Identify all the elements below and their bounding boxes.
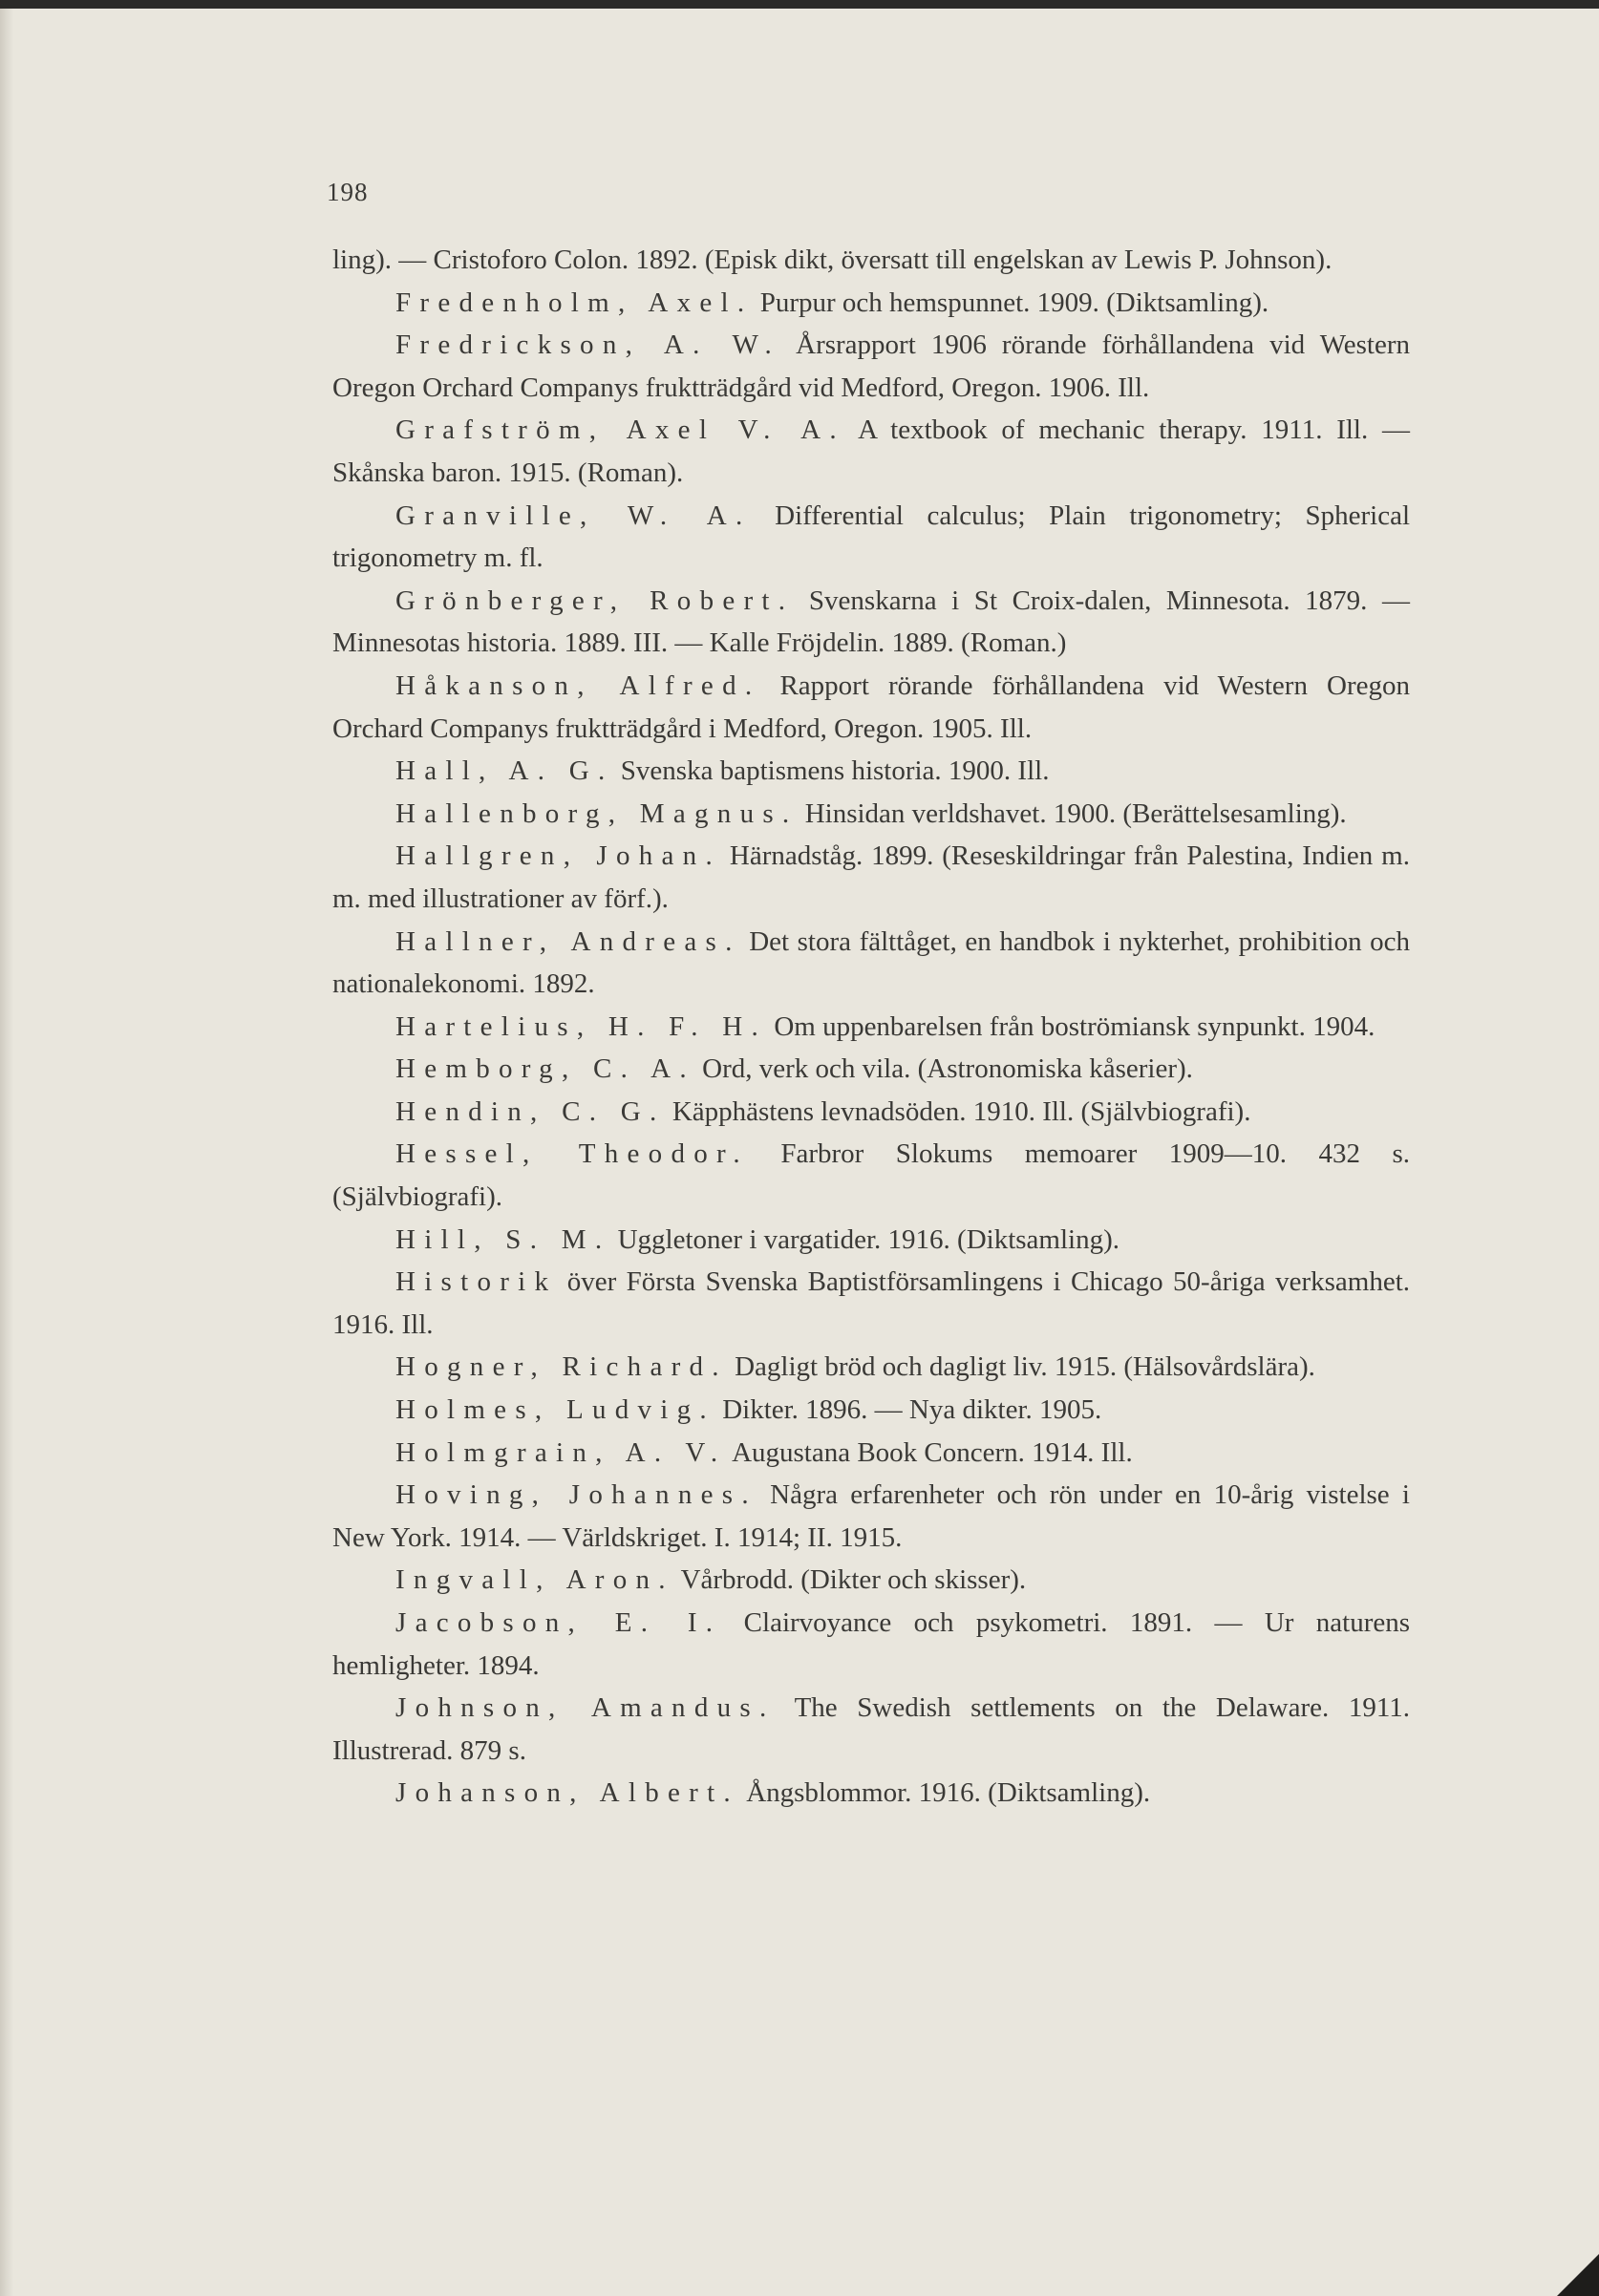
- page-number: 198: [327, 178, 369, 206]
- entry-author: Holmes, Ludvig.: [395, 1394, 715, 1426]
- bibliography-entry: [332, 282, 1410, 325]
- entry-author: Hallner, Andreas.: [395, 925, 741, 957]
- bibliography-entry: [332, 1389, 1410, 1432]
- entry-text: Ord, verk och vila. (Astronomiska kåserier).: [702, 1053, 1193, 1085]
- entry-author: Hallenborg, Magnus.: [395, 797, 799, 829]
- scan-top-border: [0, 0, 1599, 9]
- entry-text: Dagligt bröd och dagligt liv. 1915. (Hälsovårdslära).: [735, 1351, 1315, 1383]
- entry-text: Rapport rörande förhållandena vid Western Oregon Orchard Companys fruktträdgård i Medford, Oregon. 1905. Ill.: [332, 670, 1411, 744]
- bibliography-entry: [332, 793, 1410, 836]
- entry-text: Årsrapport 1906 rörande förhållandena vid Western Oregon Orchard Companys fruktträdgård vid Medford, Oregon. 1906. Ill.: [332, 330, 1410, 403]
- bibliography-entry: [332, 1219, 1410, 1262]
- entry-author: Holmgrain, A. V.: [395, 1436, 727, 1468]
- entry-text: Vårbrodd. (Dikter och skisser).: [680, 1564, 1027, 1596]
- entry-author: Granville, W. A.: [395, 500, 752, 531]
- bibliography-entry: [332, 1091, 1410, 1134]
- bibliography-entry: [332, 665, 1410, 750]
- entry-author: Grönberger, Robert.: [395, 585, 795, 616]
- entry-text: Några erfarenheter och rön under en 10-årig vistelse i New York. 1914. — Världskriget. I. 1914; II. 1915.: [332, 1479, 1410, 1553]
- entry-text: Svenska baptismens historia. 1900. Ill.: [620, 755, 1050, 787]
- entry-text: ling). — Cristoforo Colon. 1892. (Episk dikt, översatt till engelskan av Lewis P. Johnson).: [332, 244, 1332, 275]
- entry-author: Fredrickson, A. W.: [395, 330, 781, 361]
- entry-text: Differential calculus; Plain trigonometry; Spherical trigonometry m. fl.: [332, 500, 1411, 574]
- entry-author: Håkanson, Alfred.: [395, 670, 761, 701]
- scan-corner-mark: [1557, 2254, 1599, 2296]
- entry-text: A textbook of mechanic therapy. 1911. Ill. — Skånska baron. 1915. (Roman).: [332, 415, 1411, 488]
- bibliography-entry: [332, 1687, 1410, 1772]
- bibliography-entry: [332, 1602, 1410, 1687]
- bibliography-entry: [332, 835, 1410, 920]
- bibliography-entry: [332, 1772, 1410, 1815]
- entry-author: Hall, A. G.: [395, 755, 614, 787]
- entry-text: Käpphästens levnadsöden. 1910. Ill. (Självbiografi).: [672, 1095, 1251, 1127]
- entry-text: Ångsblommor. 1916. (Diktsamling).: [746, 1777, 1151, 1809]
- entry-author: Johnson, Amandus.: [395, 1692, 776, 1724]
- entry-author: Hill, S. M.: [395, 1223, 611, 1255]
- entry-author: Ingvall, Aron.: [395, 1564, 674, 1596]
- entry-author: Hessel, Theodor.: [395, 1138, 749, 1170]
- entry-text: Uggletoner i vargatider. 1916. (Diktsamling).: [617, 1223, 1119, 1255]
- bibliography-entry: [332, 495, 1410, 580]
- entry-author: Hoving, Johannes.: [395, 1479, 757, 1511]
- entry-author: Jacobson, E. I.: [395, 1607, 722, 1638]
- entry-text: Det stora fälttåget, en handbok i nykterhet, prohibition och nationalekonomi. 1892.: [332, 925, 1410, 1000]
- entry-text: över Första Svenska Baptistförsamlingens i Chicago 50-åriga verksamhet. 1916. Ill.: [332, 1266, 1410, 1340]
- bibliography-entry: [332, 324, 1410, 409]
- bibliography-entry: [332, 921, 1410, 1006]
- entry-text: Hinsidan verldshavet. 1900. (Berättelsesamling).: [804, 797, 1347, 829]
- entry-author: Grafström, Axel V. A.: [395, 415, 845, 446]
- entry-author: Hartelius, H. F. H.: [395, 1010, 768, 1042]
- entry-author: Historik: [395, 1266, 558, 1298]
- bibliography-text: [332, 239, 1410, 1815]
- bibliography-entry: [332, 1474, 1410, 1559]
- entry-text: Purpur och hemspunnet. 1909. (Diktsamling).: [759, 287, 1269, 318]
- entry-text: Farbror Slokums memoarer 1909—10. 432 s. (Självbiografi).: [332, 1138, 1410, 1213]
- bibliography-entry: [332, 1432, 1410, 1475]
- bibliography-entry: [332, 580, 1410, 665]
- entry-text: Om uppenbarelsen från boströmiansk synpunkt. 1904.: [774, 1010, 1375, 1042]
- entry-text: The Swedish settlements on the Delaware. 1911. Illustrerad. 879 s.: [332, 1692, 1410, 1766]
- scan-left-edge: [0, 9, 13, 2296]
- bibliography-entry: [332, 1261, 1410, 1346]
- bibliography-entry: [332, 1133, 1410, 1218]
- entry-author: Fredenholm, Axel.: [395, 287, 754, 318]
- bibliography-entry: [332, 750, 1410, 793]
- entry-text: Svenskarna i St Croix-dalen, Minnesota. 1879. — Minnesotas historia. 1889. III. — Kalle Fröjdelin. 1889. (Roman.): [332, 585, 1411, 659]
- entry-text: Clairvoyance och psykometri. 1891. — Ur naturens hemligheter. 1894.: [332, 1607, 1411, 1681]
- bibliography-entry: [332, 409, 1410, 494]
- bibliography-entry: [332, 1346, 1410, 1389]
- entry-author: Hendin, C. G.: [395, 1095, 666, 1127]
- entry-text: Härnadståg. 1899. (Reseskildringar från Palestina, Indien m. m. med illustrationer av förf.).: [332, 840, 1410, 914]
- entry-author: Hogner, Richard.: [395, 1351, 728, 1383]
- entry-author: Hemborg, C. A.: [395, 1053, 695, 1085]
- bibliography-entry: [332, 239, 1410, 282]
- entry-text: Augustana Book Concern. 1914. Ill.: [732, 1436, 1133, 1468]
- entry-text: Dikter. 1896. — Nya dikter. 1905.: [722, 1394, 1102, 1426]
- bibliography-entry: [332, 1006, 1410, 1049]
- bibliography-entry: [332, 1048, 1410, 1091]
- bibliography-entry: [332, 1559, 1410, 1602]
- entry-author: Hallgren, Johan.: [395, 840, 721, 872]
- entry-author: Johanson, Albert.: [395, 1777, 739, 1809]
